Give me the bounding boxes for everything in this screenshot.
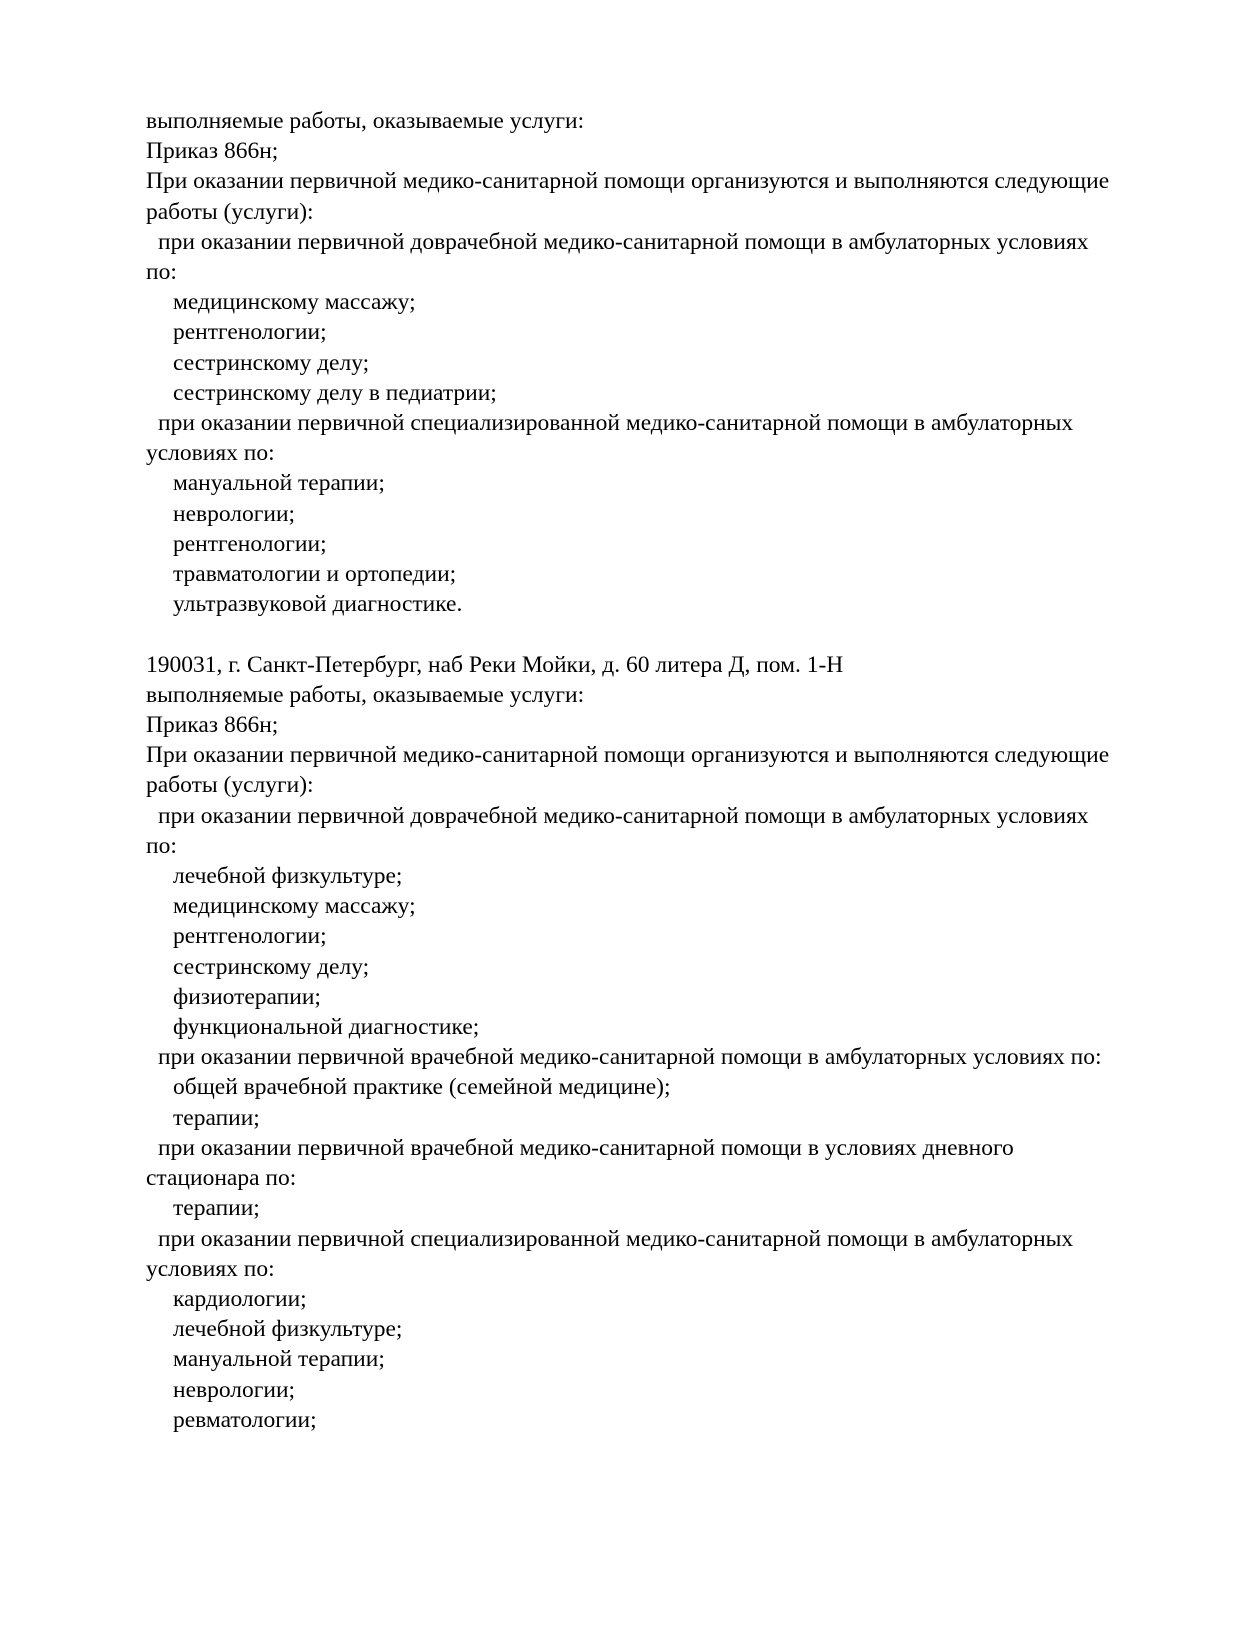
text-line: стационара по: [146,1165,297,1192]
text-line: по: [146,832,177,859]
text-line: терапии; [173,1104,260,1131]
text-line: мануальной терапии; [173,470,385,497]
services-block-1 [146,106,1136,619]
text-line: сестринскому делу; [173,953,370,980]
text-line: физиотерапии; [173,983,321,1010]
text-line: при оказании первичной специализированной медико-санитарной помощи в амбулаторных [158,1225,1074,1252]
text-line: медицинскому массажу; [173,289,416,316]
text-line: при оказании первичной доврачебной медико-санитарной помощи в амбулаторных условиях [158,802,1089,829]
text-line: рентгенологии; [173,530,327,557]
text-line: функциональной диагностике; [173,1014,480,1041]
text-line: мануальной терапии; [173,1346,385,1373]
text-line: выполняемые работы, оказываемые услуги: [146,681,585,708]
text-line: работы (услуги): [146,772,314,799]
text-line: терапии; [173,1195,260,1222]
text-line: рентгенологии; [173,319,327,346]
text-line: кардиологии; [173,1285,307,1312]
text-line: по: [146,259,177,286]
text-line: Приказ 866н; [146,712,279,739]
document-text [146,106,1136,1435]
text-line: медицинскому массажу; [173,893,416,920]
text-line: при оказании первичной доврачебной медико-санитарной помощи в амбулаторных условиях [158,228,1089,255]
text-line: При оказании первичной медико-санитарной помощи организуются и выполняются следующие [146,742,1110,769]
text-line: ревматологии; [173,1406,317,1433]
text-line: лечебной физкультуре; [173,1316,403,1343]
text-line: неврологии; [173,1376,296,1403]
text-line: условиях по: [146,440,275,467]
text-line: условиях по: [146,1255,275,1282]
text-line: лечебной физкультуре; [173,863,403,890]
text-line: рентгенологии; [173,923,327,950]
text-line: при оказании первичной специализированной медико-санитарной помощи в амбулаторных [158,410,1074,437]
text-line: сестринскому делу в педиатрии; [173,379,497,406]
text-line: ультразвуковой диагностике. [173,591,463,618]
text-line: общей врачебной практике (семейной медицине); [173,1074,671,1101]
text-line: Приказ 866н; [146,138,279,165]
text-line: сестринскому делу; [173,349,370,376]
text-line: при оказании первичной врачебной медико-санитарной помощи в амбулаторных условиях по: [158,1044,1102,1071]
text-line: выполняемые работы, оказываемые услуги: [146,108,585,134]
services-block-2 [146,650,1136,1435]
text-line: работы (услуги): [146,198,314,225]
text-line: 190031, г. Санкт-Петербург, наб Реки Мойки, д. 60 литера Д, пом. 1-Н [146,651,844,678]
text-line: При оказании первичной медико-санитарной помощи организуются и выполняются следующие [146,168,1110,195]
text-line: травматологии и ортопедии; [173,561,457,588]
text-line: неврологии; [173,500,296,527]
text-line: при оказании первичной врачебной медико-санитарной помощи в условиях дневного [158,1134,1014,1161]
